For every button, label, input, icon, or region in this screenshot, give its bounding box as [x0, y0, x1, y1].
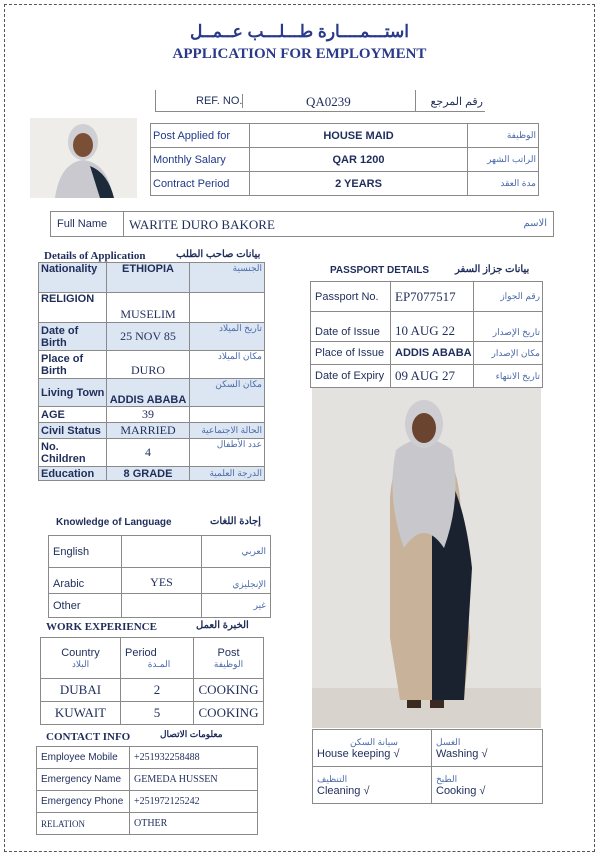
expiry-date-value: 09 AUG 27 — [391, 365, 474, 388]
expiry-date-label: Date of Expiry — [311, 365, 391, 388]
nationality-value: ETHIOPIA — [107, 263, 190, 293]
details-title-ar: بيانات صاحب الطلب — [176, 249, 261, 260]
issue-date-label: Date of Issue — [311, 312, 391, 342]
employee-mobile-label: Employee Mobile — [37, 747, 130, 769]
experience-country: DUBAI — [41, 679, 121, 702]
skill-house-keeping-label: House keeping — [317, 747, 391, 760]
religion-value: MUSELIM — [107, 293, 190, 323]
salary-row — [151, 148, 539, 172]
contact-table — [36, 746, 258, 835]
pob-label: Place of Birth — [39, 351, 107, 379]
contract-label-ar: مدة العقد — [468, 172, 539, 196]
post-label: Post Applied for — [151, 124, 250, 148]
check-icon: √ — [363, 784, 370, 797]
skill-washing-ar: الغسل — [436, 736, 461, 747]
issue-place-label: Place of Issue — [311, 342, 391, 365]
religion-label: RELIGION — [39, 293, 107, 323]
living-town-value: ADDIS ABABA — [107, 379, 190, 407]
age-label: AGE — [39, 407, 107, 423]
skill-cleaning-ar: التنظيف — [317, 773, 348, 784]
experience-period: 2 — [121, 679, 194, 702]
skill-cooking — [432, 767, 543, 804]
ref-label-ar: رقم المرجع — [430, 96, 483, 108]
passport-no-label-ar: رقم الجواز — [474, 282, 543, 312]
religion-label-ar — [190, 293, 265, 323]
issue-date-label-ar: تاريخ الإصدار — [474, 312, 543, 342]
applicant-photo-full — [312, 388, 541, 728]
pob-label-ar: مكان الميلاد — [190, 351, 265, 379]
skill-cooking-label: Cooking — [436, 784, 477, 797]
language-title: Knowledge of Language — [56, 517, 172, 528]
language-other-label: Other — [49, 594, 122, 618]
passport-no-value: EP7077517 — [391, 282, 474, 312]
relation-value: OTHER — [130, 813, 258, 835]
passport-table — [310, 281, 543, 388]
civil-status-value: MARRIED — [107, 423, 190, 439]
experience-header-period — [121, 638, 194, 679]
passport-title: PASSPORT DETAILS — [330, 265, 430, 276]
skill-cooking-ar: الطبخ — [436, 773, 458, 784]
full-name-label-ar: الاسم — [523, 218, 547, 229]
experience-post: COOKING — [194, 679, 264, 702]
nationality-label: Nationality — [39, 263, 107, 293]
period-header-en: Period — [125, 646, 157, 659]
dob-label: Date of Birth — [39, 323, 107, 351]
experience-country: KUWAIT — [41, 702, 121, 725]
full-name-value: WARITE DURO BAKORE — [129, 217, 275, 232]
experience-header-country — [41, 638, 121, 679]
details-title: Details of Application — [44, 250, 146, 262]
experience-title-ar: الخبرة العمل — [196, 620, 249, 631]
civil-status-label-ar: الحالة الاجتماعية — [190, 423, 265, 439]
check-icon: √ — [393, 747, 400, 760]
experience-period: 5 — [121, 702, 194, 725]
education-label: Education — [39, 467, 107, 481]
issue-place-label-ar: مكان الإصدار — [474, 342, 543, 365]
skill-house-keeping-ar: سيانة السكن — [350, 736, 398, 747]
ref-value: QA0239 — [306, 94, 351, 109]
experience-table — [40, 637, 264, 725]
expiry-date-label-ar: تاريخ الانتهاء — [474, 365, 543, 388]
education-value: 8 GRADE — [107, 467, 190, 481]
period-header-ar: المـدة — [147, 658, 171, 669]
living-town-label-ar: مكان السكن — [190, 379, 265, 407]
salary-label-ar: الراتب الشهر — [468, 148, 539, 172]
language-arabic-label: Arabic — [49, 568, 122, 594]
full-name-divider — [123, 212, 124, 236]
ref-number-row — [155, 90, 485, 112]
language-other-label-ar: غير — [202, 594, 271, 618]
country-header-ar: البلاد — [71, 658, 90, 669]
experience-header-post — [194, 638, 264, 679]
salary-value: QAR 1200 — [250, 148, 468, 172]
children-label: No. Children — [39, 439, 107, 467]
language-title-ar: إجادة اللغات — [210, 516, 261, 527]
check-icon: √ — [479, 784, 486, 797]
emergency-phone-value: +251972125242 — [130, 791, 258, 813]
children-label-ar: عدد الأطفال — [190, 439, 265, 467]
skill-washing — [432, 730, 543, 767]
issue-place-value: ADDIS ABABA — [391, 342, 474, 365]
full-name-label: Full Name — [57, 218, 108, 230]
check-icon: √ — [481, 747, 488, 760]
post-header-ar: الوظيفة — [213, 658, 244, 669]
full-name-row — [50, 211, 554, 237]
language-english-value — [122, 536, 202, 568]
skill-washing-label: Washing — [436, 747, 479, 760]
skill-cleaning-label: Cleaning — [317, 784, 361, 797]
emergency-name-label: Emergency Name — [37, 769, 130, 791]
contract-value: 2 YEARS — [250, 172, 468, 196]
post-label-ar: الوظيفة — [468, 124, 539, 148]
living-town-label: Living Town — [39, 379, 107, 407]
details-table — [38, 262, 265, 481]
nationality-label-ar: الجنسية — [190, 263, 265, 293]
employee-mobile-value: +251932258488 — [130, 747, 258, 769]
portrait-icon — [30, 118, 137, 198]
language-other-value — [122, 594, 202, 618]
ref-divider — [242, 94, 243, 108]
contact-title-ar: معلومات الاتصال — [160, 729, 223, 739]
contact-title: CONTACT INFO — [46, 731, 131, 743]
language-table — [48, 535, 271, 618]
language-arabic-label-ar: الإنجليزي — [202, 568, 271, 594]
ref-divider-2 — [415, 90, 416, 112]
passport-no-label: Passport No. — [311, 282, 391, 312]
applicant-photo-small — [30, 118, 137, 198]
title-english: APPLICATION FOR EMPLOYMENT — [172, 46, 427, 62]
full-body-portrait-icon — [312, 388, 541, 728]
post-value: HOUSE MAID — [250, 124, 468, 148]
age-label-ar — [190, 407, 265, 423]
post-row — [151, 124, 539, 148]
contract-row — [151, 172, 539, 196]
experience-title: WORK EXPERIENCE — [46, 621, 157, 633]
post-header-en: Post — [217, 646, 240, 659]
pob-value: DURO — [107, 351, 190, 379]
title-arabic: استـــمــــارة طـــلـــب عــمــل — [189, 22, 410, 41]
education-label-ar: الدرجة العلمية — [190, 467, 265, 481]
experience-row — [41, 702, 264, 725]
post-table — [150, 123, 539, 196]
experience-row — [41, 679, 264, 702]
language-english-label-ar: العربي — [202, 536, 271, 568]
dob-label-ar: تاريخ الميلاد — [190, 323, 265, 351]
relation-label: RELATION — [37, 813, 130, 835]
contract-label: Contract Period — [151, 172, 250, 196]
skills-table — [312, 729, 543, 804]
ref-label: REF. NO. — [196, 95, 243, 107]
passport-title-ar: بيانات جزاز السفر — [455, 264, 530, 275]
country-header-en: Country — [61, 646, 100, 659]
issue-date-value: 10 AUG 22 — [391, 312, 474, 342]
skill-house-keeping — [313, 730, 432, 767]
experience-post: COOKING — [194, 702, 264, 725]
salary-label: Monthly Salary — [151, 148, 250, 172]
skill-cleaning — [313, 767, 432, 804]
age-value: 39 — [107, 407, 190, 423]
dob-value: 25 NOV 85 — [107, 323, 190, 351]
language-english-label: English — [49, 536, 122, 568]
emergency-name-value: GEMEDA HUSSEN — [130, 769, 258, 791]
civil-status-label: Civil Status — [39, 423, 107, 439]
emergency-phone-label: Emergency Phone — [37, 791, 130, 813]
children-value: 4 — [107, 439, 190, 467]
language-arabic-value: YES — [122, 568, 202, 594]
